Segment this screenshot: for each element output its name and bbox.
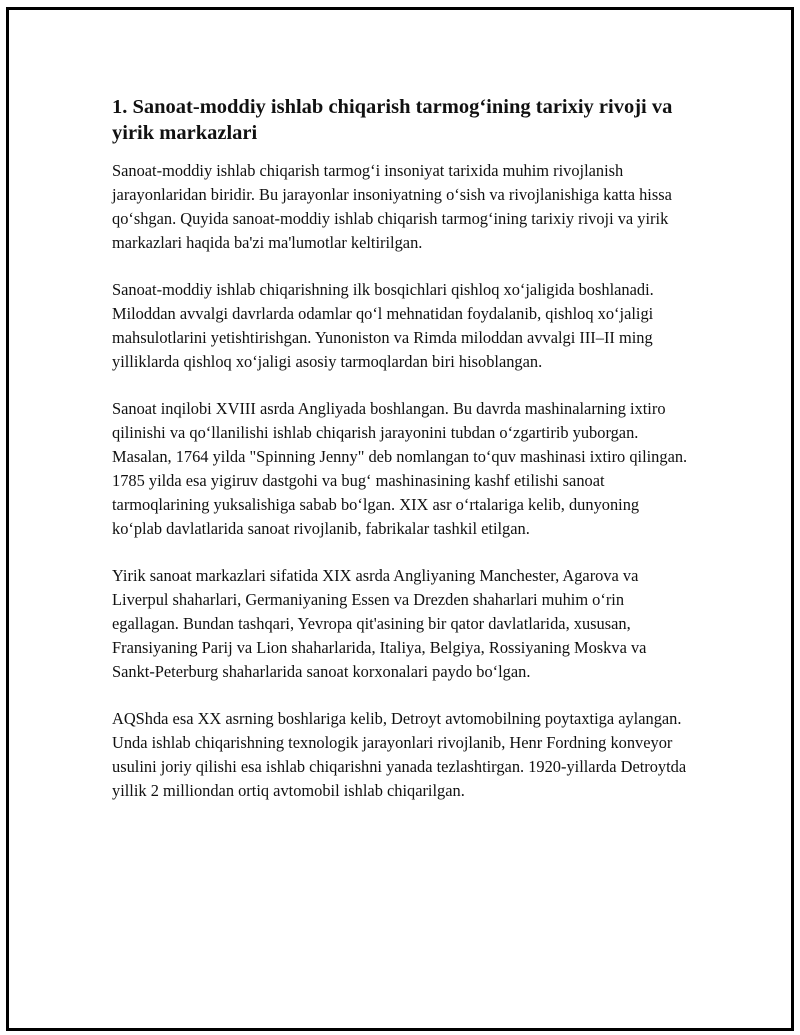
document-body [112, 85, 692, 826]
document-title: 1. Sanoat-moddiy ishlab chiqarish tarmog‘ining tarixiy rivoji va yirik markazlari [112, 96, 673, 144]
paragraph-early-stages: Sanoat-moddiy ishlab chiqarishning ilk bosqichlari qishloq xo‘jaligida boshlanadi. Miloddan avvalgi davrlarda odamlar qo‘l mehnatidan foydalanib, qishloq xo‘jaligi mahsulotlarini yetishtirishgan. Yunoniston va Rimda miloddan avvalgi III–II ming yilliklarda qishloq xo‘jaligi asosiy tarmoqlardan biri hisoblangan. [112, 280, 654, 371]
paragraph-intro: Sanoat-moddiy ishlab chiqarish tarmog‘i insoniyat tarixida muhim rivojlanish jarayonlaridan biridir. Bu jarayonlar insoniyatning o‘sish va rivojlanishiga katta hissa qo‘shgan. Quyida sanoat-moddiy ishlab chiqarish tarmog‘ining tarixiy rivoji va yirik markazlari haqida ba'zi ma'lumotlar keltirilgan. [112, 161, 672, 252]
paragraph-usa-detroit: AQShda esa XX asrning boshlariga kelib, Detroyt avtomobilning poytaxtiga aylangan. Unda ishlab chiqarishning texnologik jarayonlari rivojlanib, Henr Fordning konveyor usulini joriy qilishi esa ishlab chiqarishni yanada tezlashtirgan. 1920-yillarda Detroytda yillik 2 milliondan ortiq avtomobil ishlab chiqarilgan. [112, 709, 687, 800]
paragraph-industrial-revolution: Sanoat inqilobi XVIII asrda Angliyada boshlangan. Bu davrda mashinalarning ixtiro qilinishi va qo‘llanilishi ishlab chiqarish jarayonini tubdan o‘zgartirib yuborgan. Masalan, 1764 yilda "Spinning Jenny" deb nomlangan to‘quv mashinasi ixtiro qilingan. 1785 yilda esa yigiruv dastgohi va bug‘ mashinasining kashf etilishi sanoat tarmoqlarining yuksalishiga sabab bo‘lgan. XIX asr o‘rtalariga kelib, dunyoning ko‘plab davlatlarida sanoat rivojlanib, fabrikalar tashkil etilgan. [112, 399, 688, 538]
paragraph-industrial-centers: Yirik sanoat markazlari sifatida XIX asrda Angliyaning Manchester, Agarova va Liverpul shaharlari, Germaniyaning Essen va Drezden shaharlari muhim o‘rin egallagan. Bundan tashqari, Yevropa qit'asining bir qator davlatlarida, xususan, Fransiyaning Parij va Lion shaharlarida, Italiya, Belgiya, Rossiyaning Moskva va Sankt-Peterburg shaharlarida sanoat korxonalari paydo bo‘lgan. [112, 566, 647, 681]
